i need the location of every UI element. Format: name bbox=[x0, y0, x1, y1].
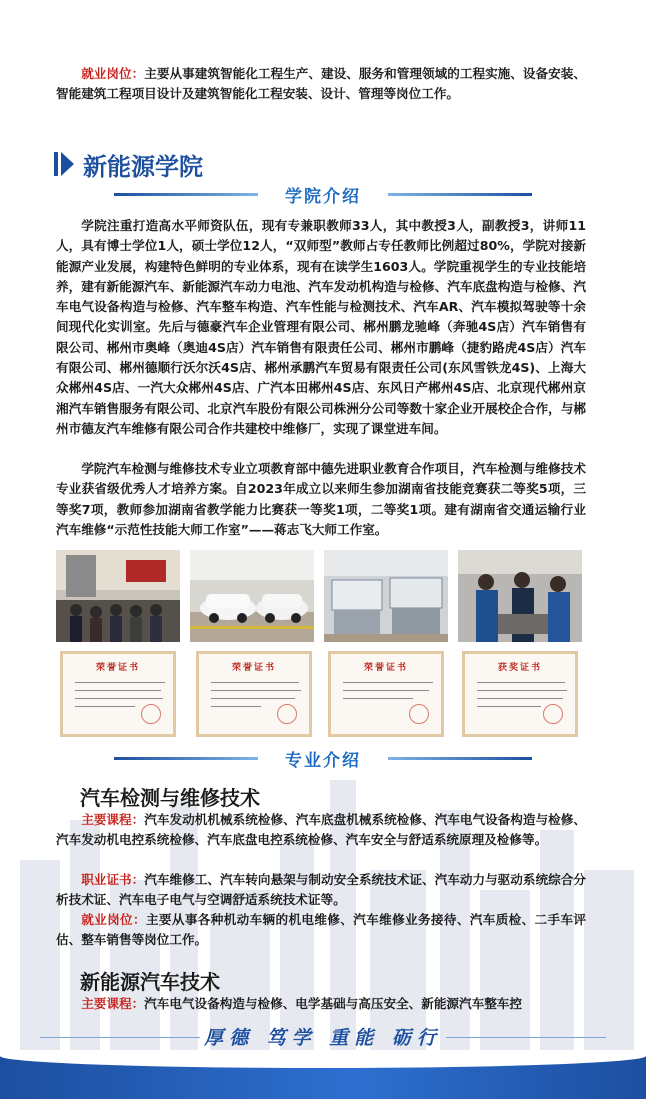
certificate-2-title: 荣誉证书 bbox=[231, 663, 276, 673]
major-2-courses-label: 主要课程： bbox=[81, 996, 145, 1011]
certificate-1-seal-icon bbox=[141, 704, 161, 724]
photo-students-practice bbox=[458, 550, 582, 642]
intro-heading: 学院介绍 bbox=[258, 182, 388, 207]
major-2-courses bbox=[56, 994, 586, 1014]
certificate-4-seal-icon bbox=[543, 704, 563, 724]
major-1-courses bbox=[56, 810, 586, 851]
certificate-4 bbox=[462, 651, 578, 737]
intro-header-line-left bbox=[114, 193, 258, 196]
photo-award-ceremony bbox=[56, 550, 180, 642]
majors-header-line-right bbox=[388, 757, 532, 760]
major-1-employment bbox=[56, 910, 586, 951]
majors-section-header bbox=[0, 746, 646, 770]
section-arrow-icon bbox=[54, 150, 76, 178]
certificate-2 bbox=[196, 651, 312, 737]
major-1-employment-label: 就业岗位： bbox=[81, 912, 146, 927]
certificate-3-title: 荣誉证书 bbox=[363, 663, 408, 673]
certificate-3-seal-icon bbox=[409, 704, 429, 724]
school-motto: 厚德 笃学 重能 砺行 bbox=[204, 1027, 442, 1049]
major-1-certificates-text: 汽车维修工、汽车转向悬架与制动安全系统技术证、汽车动力与驱动系统综合分析技术证、汽车电子电气与空调舒适系统技术证等。 bbox=[56, 872, 587, 908]
intro-paragraph-2: 学院汽车检测与维修技术专业立项教育部中德先进职业教育合作项目，汽车检测与维修技术专业获省级优秀人才培养方案。自2023年成立以来师生参加湖南省技能竞赛获二等奖5项，三等奖7项，教师参加湖南省教学能力比赛获一等奖1项，二等奖1项。建有湖南省交通运输行业汽车维修“示范性技能大师工作室”——蒋志飞大师工作室。 bbox=[56, 461, 586, 537]
certificate-1-title: 荣誉证书 bbox=[95, 663, 140, 673]
photo-training-cars bbox=[190, 550, 314, 642]
footer-band bbox=[0, 1056, 646, 1099]
certificate-1 bbox=[60, 651, 176, 737]
top-employment-text: 主要从事建筑智能化工程生产、建设、服务和管理领域的工程实施、设备安装、智能建筑工程项目设计及建筑智能化工程安装、设计、管理等岗位工作。 bbox=[56, 66, 587, 102]
intro-header-line-right bbox=[388, 193, 532, 196]
major-1-certificates bbox=[56, 870, 586, 911]
college-title: 新能源学院 bbox=[83, 153, 203, 181]
majors-header-line-left bbox=[114, 757, 258, 760]
top-employment-paragraph bbox=[56, 64, 586, 105]
certificate-4-title: 获奖证书 bbox=[497, 663, 542, 673]
major-1-employment-text: 主要从事各种机动车辆的机电维修、汽车维修业务接待、汽车质检、二手车评估、整车销售等岗位工作。 bbox=[56, 912, 586, 948]
intro-section-header bbox=[0, 182, 646, 206]
majors-heading: 专业介绍 bbox=[258, 746, 388, 771]
photo-training-rigs bbox=[324, 550, 448, 642]
major-1-courses-label: 主要课程： bbox=[81, 812, 145, 827]
major-1-courses-text: 汽车发动机机械系统检修、汽车底盘机械系统检修、汽车电气设备构造与检修、汽车发动机电控系统检修、汽车底盘电控系统检修、汽车安全与舒适系统原理及检修等。 bbox=[56, 812, 587, 848]
major-2-title: 新能源汽车技术 bbox=[80, 970, 220, 994]
major-1-title: 汽车检测与维修技术 bbox=[80, 786, 260, 810]
certificate-2-seal-icon bbox=[277, 704, 297, 724]
top-employment-label: 就业岗位： bbox=[81, 66, 145, 81]
major-1-certificates-label: 职业证书： bbox=[81, 872, 145, 887]
certificate-3 bbox=[328, 651, 444, 737]
intro-paragraph-1: 学院注重打造高水平师资队伍，现有专兼职教师33人，其中教授3人，副教授3，讲师11人，具有博士学位1人，硕士学位12人，“双师型”教师占专任教师比例超过80%，学院对接新能源产业发展，构建特色鲜明的专业体系，现有在读学生1603人。学院重视学生的专业技能培养，建有新能源汽车、新能源汽车动力电池、汽车发动机构造与检修、汽车底盘构造与检修、汽车电气设备构造与检修、汽车整车构造、汽车性能与检测技术、汽车AR、汽车模拟驾驶等十余间现代化实训室。先后与德豪汽车企业管理有限公司、郴州鹏龙驰峰（奔驰4S店）汽车销售有限公司、郴州市奥峰（奥迪4S店）汽车销售有限责任公司、郴州市鹏峰（捷豹路虎4S店）汽车有限公司、郴州德顺行沃尔沃4S店、郴州承鹏汽车贸易有限责任公司(东风雪铁龙4S)、上海大众郴州4S店、一汽大众郴州4S店、广汽本田郴州4S店、东风日产郴州4S店、北京现代郴州京湘汽车销售服务有限公司、北京汽车股份有限公司株洲分公司等数十家企业开展校企合作，与郴州市德友汽车维修有限公司合作共建校中维修厂，实现了课堂进车间。 bbox=[56, 218, 586, 436]
major-2-courses-text: 汽车电气设备构造与检修、电学基础与高压安全、新能源汽车整车控 bbox=[144, 996, 522, 1011]
